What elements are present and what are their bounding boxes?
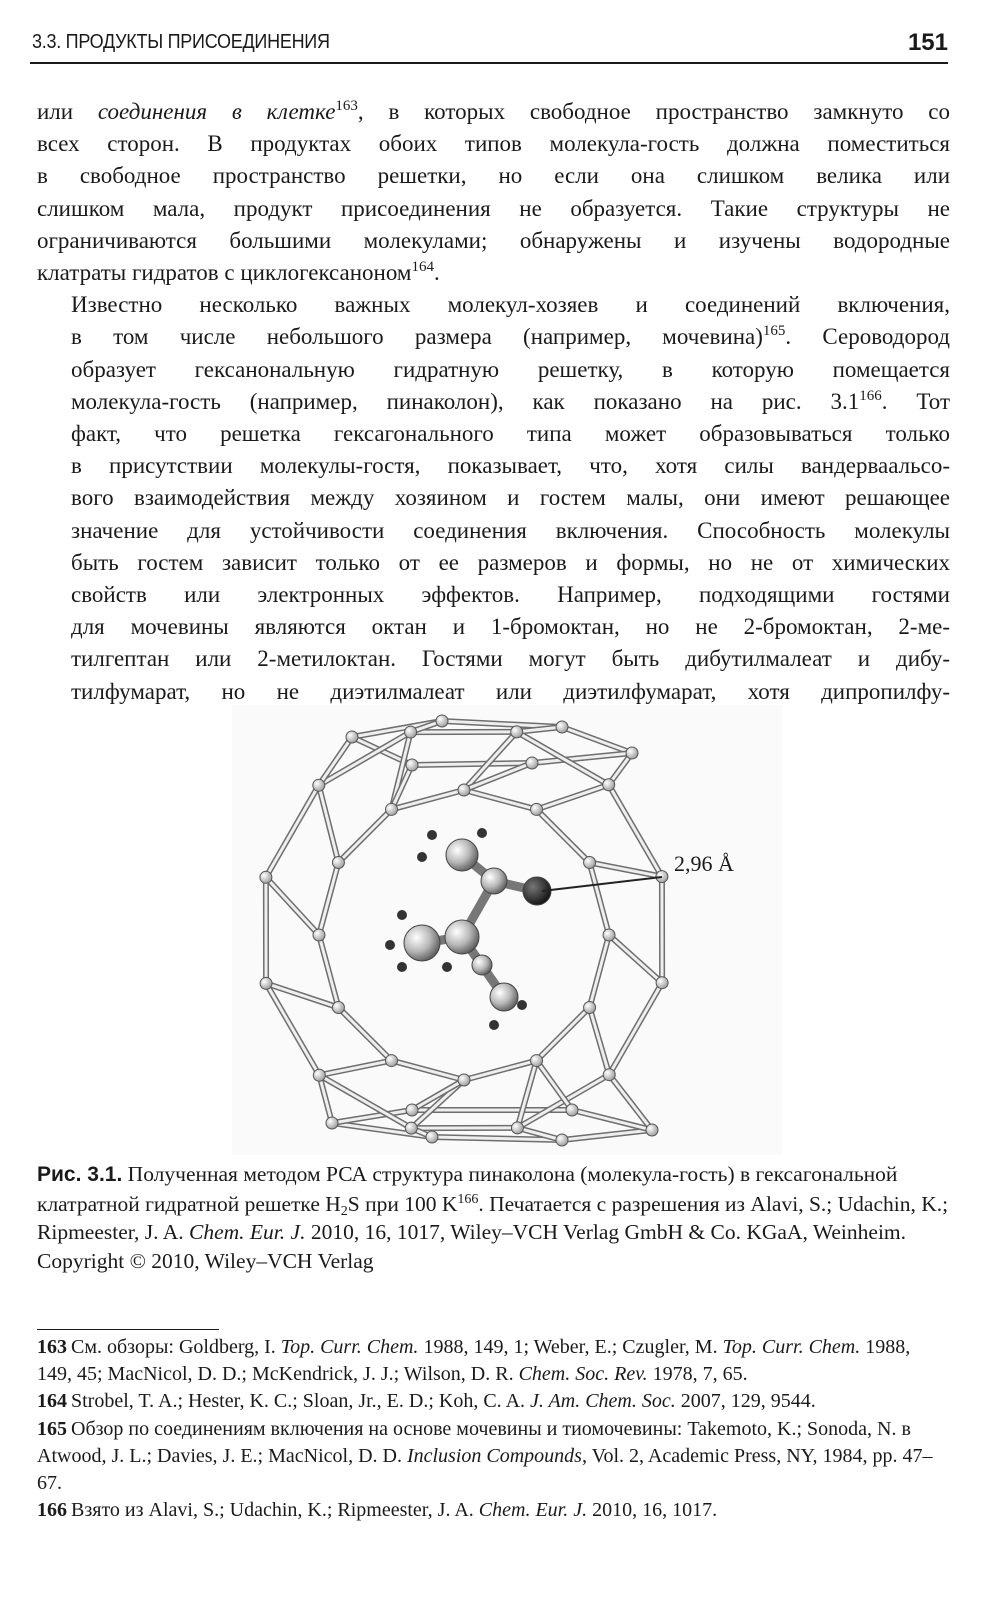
footnote-text: Обзор по соединениям включения на основе мочевины и тиомочевины: Takemoto, K.; Sonoda, N. в Atwood, J. L.; Davies, J. E.; MacNicol, D. D. xyxy=(37,1417,911,1467)
text-run: , в которых свободное пространство замкнуто со xyxy=(357,99,950,124)
text-line: тилгептан или 2-метилоктан. Гостями могут быть дибутилмалеат и дибу- xyxy=(71,646,950,672)
carbon-atom xyxy=(481,868,507,894)
text-run: в том числе небольшого размера (например, мочевина) xyxy=(71,324,763,350)
cage-atom xyxy=(603,1069,615,1081)
footnote-163 xyxy=(37,1334,950,1388)
footnote-164 xyxy=(37,1388,950,1415)
journal-name: Chem. Eur. J. xyxy=(189,1220,306,1245)
text-run: . xyxy=(433,260,440,286)
clathrate-cage-figure xyxy=(232,705,782,1155)
hydrogen-atom xyxy=(385,940,395,950)
cage-bond-highlight xyxy=(412,763,532,765)
cage-atom xyxy=(556,721,568,733)
cage-atom xyxy=(313,929,325,941)
cage-atom xyxy=(458,1074,470,1086)
text-line: тилфумарат, но не диэтилмалеат или диэтилфумарат, хотя дипропилфу- xyxy=(71,678,950,704)
footnote-text: , Vol. 2, Academic Press, NY, 1984, pp. 47–67. xyxy=(37,1444,933,1495)
footnotes xyxy=(37,1334,950,1524)
cage-atom xyxy=(405,726,417,738)
text-line: слишком мала, продукт присоединения не образуется. Такие структуры не xyxy=(37,195,950,221)
text-run: . Сероводород xyxy=(785,324,950,350)
text-line xyxy=(37,386,950,418)
text-run: или xyxy=(37,99,98,124)
cage-atom xyxy=(603,929,615,941)
cage-atom xyxy=(584,857,596,869)
footnote-165 xyxy=(37,1416,950,1498)
carbon-atom xyxy=(404,925,440,961)
caption-text: 2010, 16, 1017, Wiley–VCH Verlag GmbH & Co. KGaA, Weinheim. Copyright © 2010, Wiley–VCH Verlag xyxy=(37,1220,907,1274)
cage-atom xyxy=(566,1104,578,1116)
footnote-text: 1988, 149, 45; MacNicol, D. D.; McKendrick, J. J.; Wilson, D. R. xyxy=(37,1336,911,1386)
cage-atom xyxy=(346,731,358,743)
text-line: быть гостем зависит только от ее размеров и формы, но не от химических xyxy=(71,549,950,575)
cage-atom xyxy=(406,759,418,771)
cage-atom xyxy=(426,1131,438,1143)
italic-term: соединения в клетке xyxy=(97,99,336,124)
running-head xyxy=(30,26,948,64)
footnote-166 xyxy=(37,1497,950,1524)
footnote-number: 165 xyxy=(37,1417,67,1440)
text-line xyxy=(37,257,950,289)
cage-atom xyxy=(526,757,538,769)
hydrogen-atom xyxy=(417,852,427,862)
cage-atom xyxy=(584,1002,596,1014)
carbon-atom xyxy=(472,955,492,975)
journal-name: Inclusion Compounds xyxy=(406,1444,582,1467)
text-line: факт, что решетка гексагонального типа может образовываться только xyxy=(71,421,950,447)
section-title: 3.3. ПРОДУКТЫ ПРИСОЕДИНЕНИЯ xyxy=(32,31,330,53)
carbon-atom xyxy=(446,839,478,871)
footnote-text: См. обзоры: Goldberg, I. xyxy=(71,1336,281,1358)
figure-number: Рис. 3.1. xyxy=(37,1163,123,1186)
cage-atom xyxy=(511,726,523,738)
text-line: ограничиваются большими молекулами; обнаружены и изучены водородные xyxy=(37,227,950,253)
figure-caption xyxy=(37,1160,950,1276)
text-line: Известно несколько важных молекул-хозяев и соединений включения, xyxy=(71,292,950,318)
text-line xyxy=(37,321,950,353)
journal-name: Chem. Soc. Rev. xyxy=(518,1363,648,1386)
text-run: клатраты гидратов с циклогексаноном xyxy=(37,260,412,286)
journal-name: J. Am. Chem. Soc. xyxy=(530,1390,676,1413)
footnote-number: 166 xyxy=(37,1499,67,1522)
cage-atom xyxy=(436,715,448,727)
hydrogen-atom xyxy=(427,830,437,840)
hydrogen-atom xyxy=(517,1000,527,1010)
cage-atom xyxy=(332,857,344,869)
cage-atom xyxy=(313,779,325,791)
text-run: . Тот xyxy=(881,388,950,414)
text-line: для мочевины являются октан и 1-бромоктан, но не 2-бромоктан, 2-ме- xyxy=(71,614,950,640)
footnote-text: Взято из Alavi, S.; Udachin, K.; Ripmeester, J. A. xyxy=(71,1499,479,1522)
cage-atom xyxy=(458,784,470,796)
text-line: в свободное пространство решетки, но если она слишком велика или xyxy=(37,163,950,189)
text-run: молекула-гость (например, пинаколон), как показано на рис. 3.1 xyxy=(71,388,860,414)
cage-atom xyxy=(313,1069,325,1081)
reference-166[interactable]: 166 xyxy=(859,387,882,404)
page-number: 151 xyxy=(907,29,948,56)
text-line: свойств или электронных эффектов. Например, подходящими гостями xyxy=(71,582,950,608)
text-line: значение для устойчивости соединения включения. Способность молекулы xyxy=(71,517,950,543)
subscript: 2 xyxy=(340,1203,348,1219)
reference-166[interactable]: 166 xyxy=(457,1191,479,1207)
cage-atom xyxy=(332,1002,344,1014)
hydrogen-atom xyxy=(397,962,407,972)
footnote-rule xyxy=(37,1329,219,1330)
footnote-text: 2010, 16, 1017. xyxy=(587,1499,718,1522)
footnote-text: 1978, 7, 65. xyxy=(647,1363,748,1386)
distance-label: 2,96 Å xyxy=(674,851,734,876)
clathrate-cage-drawing xyxy=(232,705,782,1155)
cage-atom xyxy=(626,747,638,759)
footnote-number: 163 xyxy=(37,1336,67,1358)
hydrogen-atom xyxy=(489,1020,499,1030)
text-line: образует гексанональную гидратную решетку, в которую помещается xyxy=(71,356,950,382)
journal-name: Top. Curr. Chem. xyxy=(722,1336,861,1358)
cage-atom xyxy=(556,1134,568,1146)
footnote-number: 164 xyxy=(37,1390,67,1413)
text-line: в присутствии молекулы-гостя, показывает, что, хотя силы вандерваальсо- xyxy=(71,453,950,479)
footnote-text: 2007, 129, 9544. xyxy=(675,1390,816,1413)
body-text xyxy=(37,96,950,708)
footnote-text: Strobel, T. A.; Hester, K. C.; Sloan, Jr., E. D.; Koh, C. A. xyxy=(71,1390,531,1413)
paragraph-2 xyxy=(37,289,950,708)
reference-163[interactable]: 163 xyxy=(335,98,358,114)
hydrogen-atom xyxy=(477,828,487,838)
cage-atom xyxy=(656,977,668,989)
cage-atom xyxy=(260,871,272,883)
cage-atom xyxy=(405,1122,417,1134)
carbon-atom xyxy=(445,920,479,954)
paragraph-1 xyxy=(37,96,950,289)
hydrogen-atom xyxy=(442,962,452,972)
journal-name: Top. Curr. Chem. xyxy=(280,1336,419,1358)
cage-atom xyxy=(386,1055,398,1067)
hydrogen-atom xyxy=(397,910,407,920)
text-line: вого взаимодействия между хозяином и гостем малы, они имеют решающее xyxy=(71,485,950,511)
cage-atom xyxy=(511,1122,523,1134)
cage-atom xyxy=(531,1055,543,1067)
cage-atom xyxy=(531,803,543,815)
cage-atom xyxy=(386,803,398,815)
text-line: всех сторон. В продуктах обоих типов молекула-гость должна поместиться xyxy=(37,131,950,157)
text-line xyxy=(37,96,950,128)
caption-text: Полученная методом РСА структура пинаколона (молекула-гость) в гексагональной клатратной гидратной решетке H xyxy=(37,1162,898,1216)
carbon-atom xyxy=(490,983,518,1011)
footnote-text: 1988, 149, 1; Weber, E.; Czugler, M. xyxy=(418,1336,723,1358)
caption-text: S при 100 K xyxy=(347,1191,458,1216)
cage-atom xyxy=(260,977,272,989)
cage-atom xyxy=(646,1124,658,1136)
caption-text: . Печатается с разрешения из Alavi, S.; Udachin, K.; Ripmeester, J. A. xyxy=(37,1191,949,1245)
cage-atom xyxy=(406,1104,418,1116)
reference-164[interactable]: 164 xyxy=(411,259,434,276)
journal-name: Chem. Eur. J. xyxy=(478,1499,588,1522)
reference-165[interactable]: 165 xyxy=(762,323,786,340)
cage-atom xyxy=(603,779,615,791)
cage-atom xyxy=(326,1117,338,1129)
